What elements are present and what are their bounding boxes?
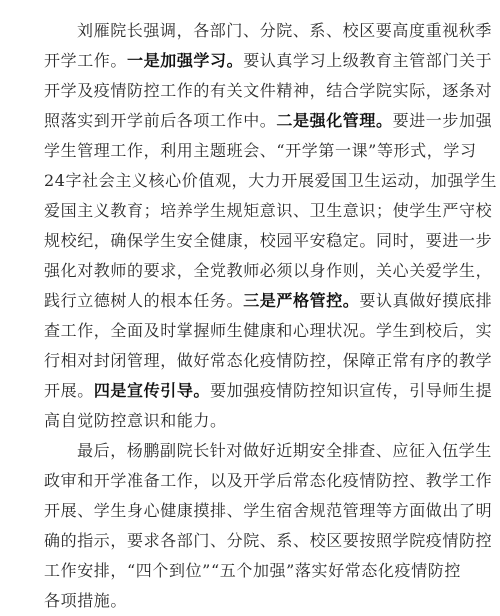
text-run: 要加强疫情防控知识宣传，引导师生提 xyxy=(210,381,493,400)
text-line xyxy=(44,256,493,286)
text-line xyxy=(44,286,493,316)
text-run: 开学及疫情防控工作的有关文件精神，结合学院实际，逐条对 xyxy=(44,81,493,100)
text-run: 确的指示，要求各部门、分院、系、校区要按照学院疫情防控 xyxy=(44,531,493,550)
text-run: 要认真学习上级教育主管部门关于 xyxy=(243,51,493,70)
text-line xyxy=(44,436,493,466)
text-run: 高自觉防控意识和能力。 xyxy=(44,411,227,430)
text-run: 刘雁院长强调，各部门、分院、系、校区要高度重视秋季 xyxy=(77,21,493,40)
key-point-management: 二是强化管理。 xyxy=(276,111,393,130)
text-run: 规校纪，确保学生安全健康，校园平安稳定。同时，要进一步 xyxy=(44,231,493,250)
text-run: 最后，杨鹏副院长针对做好近期安全排查、应征入伍学生 xyxy=(77,441,493,460)
text-line xyxy=(44,106,493,136)
text-line xyxy=(44,346,493,376)
text-run: 爱国主义教育；培养学生规矩意识、卫生意识；使学生严守校 xyxy=(44,201,493,220)
text-run: 工作安排，“四个到位”“五个加强”落实好常态化疫情防控 xyxy=(44,561,461,580)
key-point-control: 三是严格管控。 xyxy=(243,291,360,310)
text-run: 24字社会主义核心价值观，大力开展爱国卫生运动，加强学生 xyxy=(44,171,498,190)
text-run: 查工作，全面及时掌握师生健康和心理状况。学生到校后，实 xyxy=(44,321,493,340)
text-run: 照落实到开学前后各项工作中。 xyxy=(44,111,277,130)
text-line xyxy=(44,376,493,406)
text-line xyxy=(44,586,464,616)
text-run: 政审和开学准备工作，以及开学后常态化疫情防控、教学工作 xyxy=(44,471,493,490)
text-run: 开展、学生身心健康摸排、学生宿舍规范管理等方面做出了明 xyxy=(44,501,493,520)
text-line xyxy=(44,466,493,496)
text-run: 强化对教师的要求，全党教师必须以身作则，关心关爱学生， xyxy=(44,261,493,280)
text-line xyxy=(44,226,493,256)
key-point-publicity: 四是宣传引导。 xyxy=(93,381,211,400)
text-line xyxy=(44,46,493,76)
text-run: 要认真做好摸底排 xyxy=(359,291,493,310)
text-line xyxy=(44,76,493,106)
paragraph-one xyxy=(44,16,498,436)
text-line xyxy=(44,556,464,586)
text-run: 开展。 xyxy=(44,381,94,400)
text-line xyxy=(44,316,493,346)
text-line xyxy=(44,136,477,166)
text-line xyxy=(44,496,493,526)
paragraph-two xyxy=(44,436,493,616)
text-line xyxy=(44,16,493,46)
text-run: 要进一步加强 xyxy=(392,111,493,130)
text-run: 行相对封闭管理，做好常态化疫情防控，保障正常有序的教学 xyxy=(44,351,493,370)
text-run: 学生管理工作，利用主题班会、“开学第一课”等形式，学习 xyxy=(44,141,477,160)
text-line xyxy=(44,406,464,436)
text-run: 践行立德树人的根本任务。 xyxy=(44,291,244,310)
text-run: 各项措施。 xyxy=(44,591,128,610)
text-run: 开学工作。 xyxy=(44,51,128,70)
key-point-study: 一是加强学习。 xyxy=(127,51,244,70)
text-line xyxy=(44,166,498,196)
text-line xyxy=(44,526,493,556)
text-line xyxy=(44,196,493,226)
article-body xyxy=(44,16,498,616)
